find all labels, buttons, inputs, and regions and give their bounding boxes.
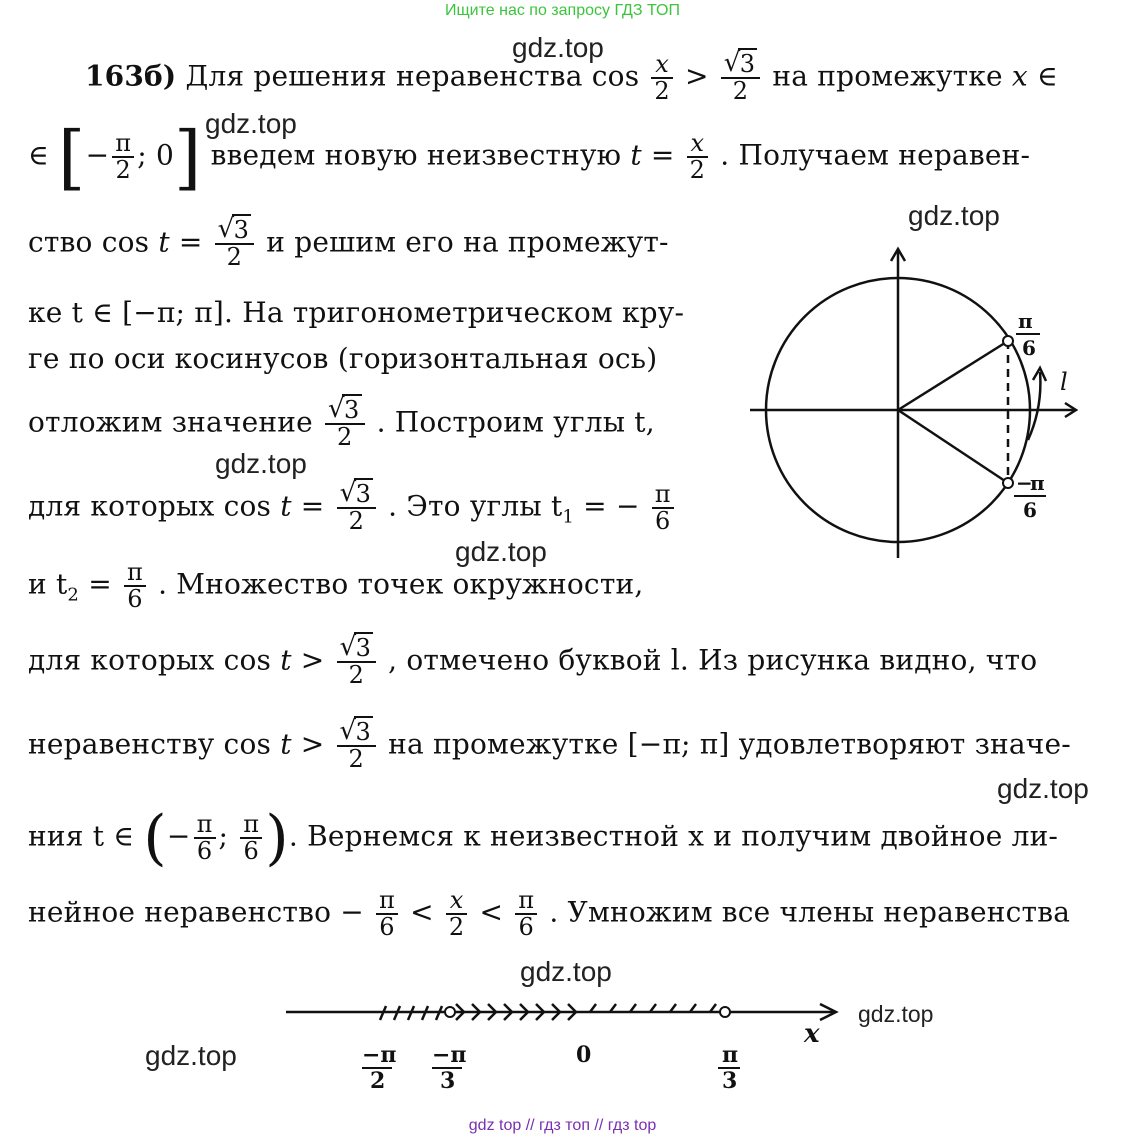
text-line-7: для которых cos t = √ $\frac{3}{2}$ . Это углы $t_1$ = − $\frac{\pi}{6}$	[28, 482, 677, 534]
radius-bottom	[898, 410, 1008, 483]
text-line-1: 163б) Для решения неравенства cos $\frac{x}{2}$ > √ $\frac{3}{2}$ на промежутке x ∈	[85, 52, 1058, 104]
fraction: √ $\frac{3}{2}$	[337, 482, 376, 534]
label-neg-pi-6-den: 6	[1023, 498, 1037, 522]
arc-label: l	[1060, 368, 1068, 396]
text-line-8: и $t_2$ = $\frac{\pi}{6}$ . Множество точек окружности,	[28, 558, 644, 614]
point-pi-3	[720, 1007, 730, 1017]
tick-label-den: 3	[440, 1068, 456, 1094]
point-bottom	[1003, 478, 1013, 488]
fraction: $\frac{\pi}{6}$	[240, 812, 262, 864]
bottom-banner: gdz top // гдз топ // гдз top	[468, 1117, 657, 1134]
number-line-figure	[280, 990, 860, 1100]
radius-top	[898, 341, 1008, 410]
fraction: √ $\frac{3}{2}$	[215, 218, 254, 270]
fraction: $\frac{\pi}{2}$	[112, 131, 134, 183]
text-line-9: для которых cos t > √ $\frac{3}{2}$ , отмечено буквой l. Из рисунка видно, что	[28, 636, 1037, 688]
text-line-2: ∈ [− $\frac{\pi}{2}$ ; 0] введем новую неизвестную t = $\frac{x}{2}$ . Получаем неравен-	[28, 116, 1031, 198]
text-line-5: ге по оси косинусов (горизонтальная ось)	[28, 342, 658, 375]
fraction: $\frac{\pi}{6}$	[124, 560, 146, 612]
problem-number: 163б)	[85, 59, 177, 93]
label-pi-6-num: π	[1018, 309, 1033, 333]
axis-label-x: x	[804, 1019, 820, 1049]
label-neg-pi-6-num: −	[1016, 471, 1033, 495]
fraction: $\frac{\pi}{6}$	[376, 888, 398, 940]
text-line-12: нейное неравенство − $\frac{\pi}{6}$ < $\frac{x}{2}$ < $\frac{\pi}{6}$ . Умножим все члены неравенства	[28, 886, 1071, 942]
fraction: $\frac{\pi}{6}$	[194, 812, 216, 864]
fraction: √ $\frac{3}{2}$	[325, 398, 364, 450]
watermark: gdz.top	[520, 956, 612, 987]
fraction: $\frac{\pi}{6}$	[515, 888, 537, 940]
tick-label-num: −π	[362, 1042, 397, 1068]
watermark: gdz.top	[145, 1040, 237, 1071]
text-line-11: ния t ∈ (− $\frac{\pi}{6}$ ; $\frac{\pi}{6}$ ). Вернемся к неизвестной x и получим двойное ли-	[28, 803, 1059, 873]
text-line-6: отложим значение √ $\frac{3}{2}$ . Построим углы t,	[28, 398, 655, 450]
watermark: gdz.top	[997, 773, 1089, 804]
point-neg-pi-3	[445, 1007, 455, 1017]
fraction: $\frac{\pi}{6}$	[652, 482, 674, 534]
tick-label-den: 3	[722, 1068, 738, 1094]
fraction: √ $\frac{3}{2}$	[721, 52, 760, 104]
text-line-4: ке t ∈ [−π; π]. На тригонометрическом кру-	[28, 296, 685, 329]
top-banner: Ищите нас по запросу ГДЗ ТОП	[445, 2, 680, 19]
watermark: gdz.top	[908, 200, 1000, 231]
fraction: √ $\frac{3}{2}$	[337, 720, 376, 772]
svg-text:π: π	[1030, 471, 1045, 495]
label-pi-6-den: 6	[1022, 336, 1036, 360]
tick-label-num: −π	[432, 1042, 467, 1068]
watermark: gdz.top	[205, 108, 297, 139]
tick-label-den: 2	[370, 1068, 386, 1094]
fraction: √ $\frac{3}{2}$	[337, 636, 376, 688]
watermark: gdz.top	[858, 1001, 934, 1027]
fraction: $\frac{x}{2}$	[687, 131, 708, 183]
watermark: gdz.top	[512, 32, 604, 63]
fraction: $\frac{x}{2}$	[446, 888, 467, 940]
watermark: gdz.top	[215, 448, 307, 479]
point-top	[1003, 336, 1013, 346]
fraction: $\frac{x}{2}$	[651, 52, 672, 104]
trig-circle-figure	[740, 240, 1090, 570]
tick-label-zero: 0	[576, 1042, 592, 1068]
watermark: gdz.top	[455, 536, 547, 567]
text-line-10: неравенству cos t > √ $\frac{3}{2}$ на промежутке [−π; π] удовлетворяют значе-	[28, 720, 1071, 772]
text-line-3: ство cos t = √ $\frac{3}{2}$ и решим его на промежут-	[28, 218, 669, 270]
tick-label-num: π	[722, 1042, 739, 1068]
